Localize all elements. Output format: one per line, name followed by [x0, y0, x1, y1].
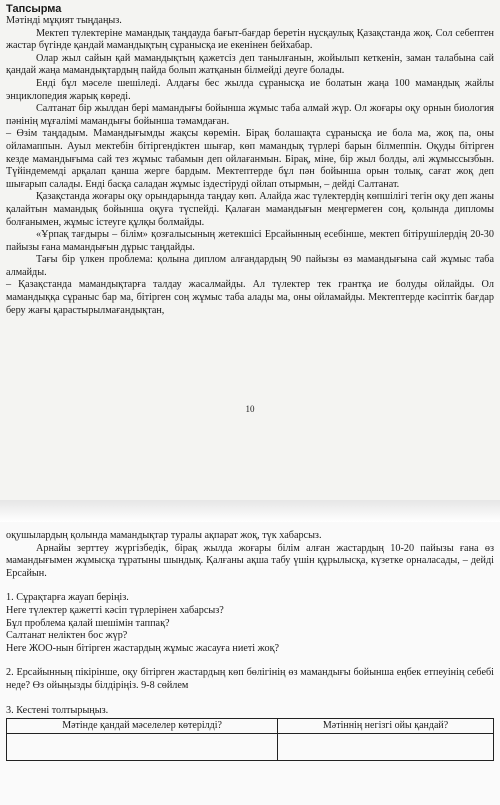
paragraph: Мәтінді мұқият тыңдаңыз. [6, 15, 122, 26]
answer-cell[interactable] [7, 734, 278, 761]
question: Неге ЖОО-нын бітірген жастардың жұмыс жасауға ниеті жоқ? [6, 642, 280, 654]
task-two [6, 667, 494, 692]
task-one [6, 592, 494, 655]
paragraph: Салтанат бір жылдан бері мамандығы бойынша жұмыс таба алмай жүр. Ол жоғары оқу орнын биология пәнінің мұғалімі мамандығы бойынша тәмамдаған. [6, 103, 494, 127]
question: Бұл проблема қалай шешімін таппақ? [6, 617, 170, 629]
page-two [0, 522, 500, 805]
paragraph: – Өзім таңдадым. Мамандығымды жақсы көремін. Бірақ болашақта сұранысқа ие бола ма, жоқ па, оны ойламаппын. Ауыл мектебін бітіргендіктен шығар, көп мамандық түрлері барын білмеппін. Оқуды бітірген кезде мамандығыма сай тез жұмыс табамын деп ойлағанмын. Бірақ, міне, бір жыл болды, әлі жұмыссызбын. Түйіндемемді арқалап қанша жерге бардым. Мектептерде бұл пән бойынша орын толық, сағат жоқ деп шығарып салады. Енді басқа саладан жұмыс іздестіруді ойлап отырмын, – дейді Салтанат. [6, 128, 494, 190]
paragraph: Енді бұл мәселе шешіледі. Алдағы бес жылда сұранысқа ие болатын жаңа 100 мамандық жайлы энциклопедия жарық көреді. [6, 77, 494, 102]
paragraph: Тағы бір үлкен проблема: қолына диплом алғандардың 90 пайызы өз мамандығына сай жұмыс таба алмайды. [6, 254, 494, 278]
answer-cell[interactable] [278, 734, 494, 761]
paragraph: – Қазақстанда мамандықтарға талдау жасалмайды. Ал түлектер тек грантқа ие болуды ойлайды. Ол мамандыққа сұраныс бар ма, бітірген соң жұмыс таба алады ма, оны ойламайды. Мектептерде кәсіптік бағдар беру жағы қарастырылмағандықтан, [6, 279, 494, 316]
task-title: Тапсырма [6, 3, 62, 15]
task-one-title: 1. Сұрақтарға жауап беріңіз. [6, 592, 129, 604]
table-header: Мәтіннің негізгі ойы қандай? [278, 719, 494, 734]
table-header-row [7, 719, 494, 734]
table-row [7, 734, 494, 761]
task-three [6, 705, 494, 762]
paragraph: Мектеп түлектеріне мамандық таңдауда бағыт-бағдар беретін нұсқаулық Қазақстанда жоқ. Сол себептен жастар бүгінде қандай мамандықтың сұранысқа ие екенінен бейхабар. [6, 27, 494, 52]
paragraph: Арнайы зерттеу жүргізбедік, бірақ жылда жоғары білім алған жастардың 10-20 пайызы ғана өз мамандығымен жұмысқа тұратыны шындық. Қалғаны ақша табу үшін құрылысқа, күзетке орналасады, – дейді Ерсайын. [6, 542, 494, 579]
task-two-text: 2. Ерсайынның пікірінше, оқу бітірген жастардың көп бөлігінің өз мамандығы бойынша еңбек етпеуінің себебі неде? Өз ойыңызды білдіріңіз. 9-8 сөйлем [6, 667, 494, 691]
question: Салтанат неліктен бос жүр? [6, 630, 128, 642]
page-two-text [6, 530, 494, 761]
page-number: 10 [245, 404, 255, 414]
paragraph: оқушылардың қолында мамандықтар туралы ақпарат жоқ, түк хабарсыз. [6, 530, 322, 541]
question: Неге түлектер қажетті кәсіп түрлерінен хабарсыз? [6, 604, 224, 616]
task-three-title: 3. Кестені толтырыңыз. [6, 704, 109, 716]
answer-table [6, 718, 494, 761]
page-one-text [6, 3, 494, 317]
paragraph: Қазақстанда жоғары оқу орындарында таңдау көп. Алайда жас түлектердің көпшілігі тегін оқу деп жаны қалайтын мамандық бойынша оқуға түспейді. Қалаған мамандығын меңгермеген соң, қолында дипломы болғанымен, жұмыс істеуге құлқы болмайды. [6, 191, 494, 228]
paragraph: Олар жыл сайын қай мамандықтың қажетсіз деп танылғанын, жойылып кеткенін, заман талабына сай қандай жаңа мамандықтардың пайда болып жатқанын білмейді деуге болады. [6, 52, 494, 77]
table-header: Мәтінде қандай мәселелер көтерілді? [7, 719, 278, 734]
paragraph: «Ұрпақ тағдыры – білім» қозғалысының жетекшісі Ерсайынның есебінше, мектеп бітірушілердің 20-30 пайызы ғана мамандығын дұрыс таңдайды. [6, 229, 494, 253]
page-gap [0, 500, 500, 522]
